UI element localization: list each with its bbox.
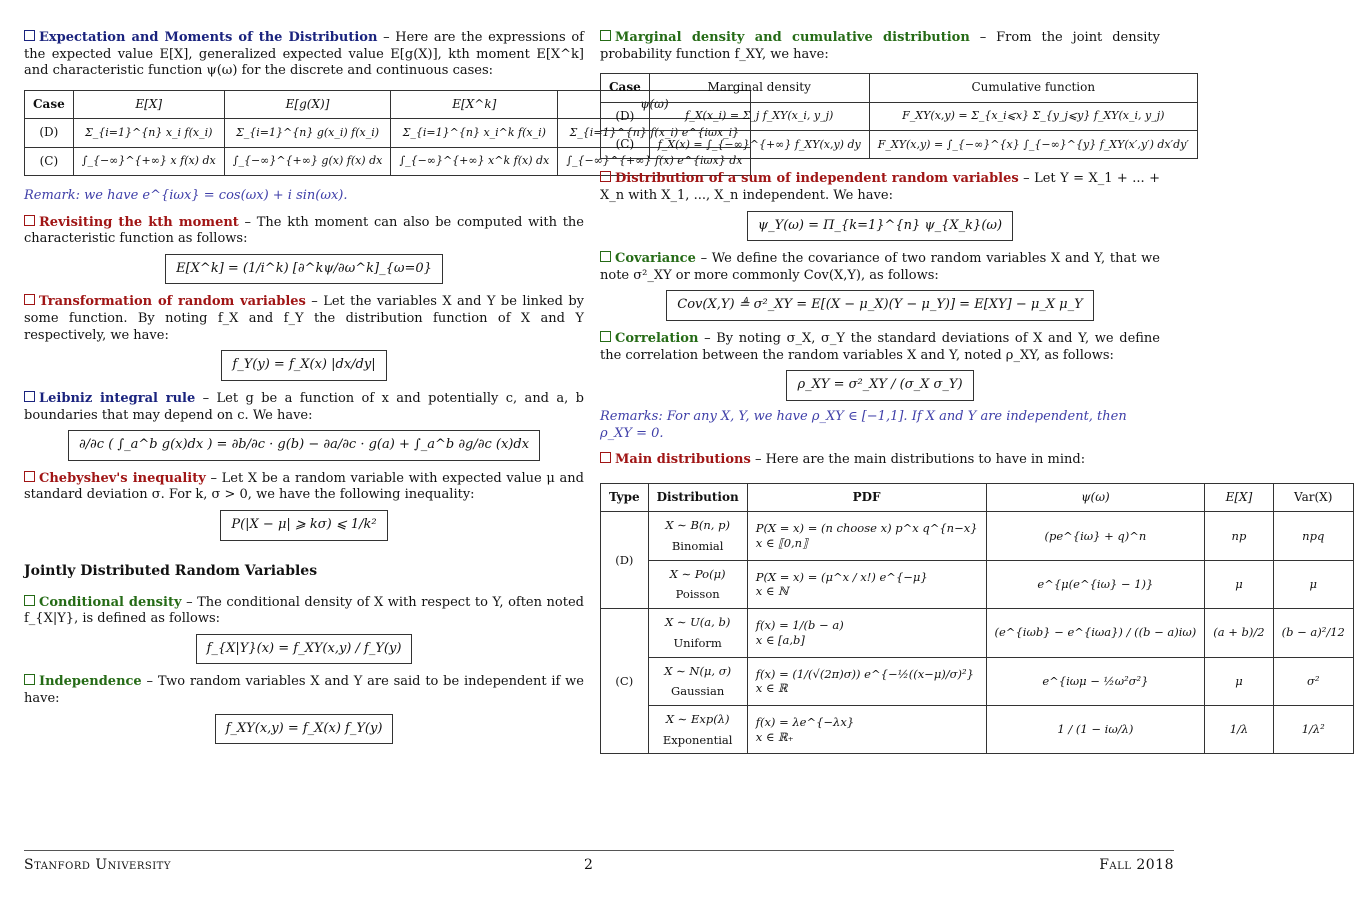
distribution-name: Uniform <box>673 635 722 650</box>
formula-box: ψ_Y(ω) = Π_{k=1}^{n} ψ_{X_k}(ω) <box>747 211 1013 242</box>
table-cell: f_X(x) = ∫_{−∞}^{+∞} f_XY(x,y) dy <box>649 130 869 158</box>
table-header: Var(X) <box>1273 483 1353 511</box>
mean-cell: μ <box>1205 560 1273 608</box>
table-cell: F_XY(x,y) = Σ_{x_i⩽x} Σ_{y_j⩽y} f_XY(x_i, y_j) <box>869 102 1197 130</box>
mean-cell: 1/λ <box>1205 705 1273 753</box>
section-title: Transformation of random variables <box>39 294 306 310</box>
section-title: Marginal density and cumulative distribution <box>615 30 970 45</box>
pdf-formula: f(x) = (1/(√(2π)σ)) e^{−½((x−μ)/σ)²} <box>755 666 974 681</box>
formula-box: f_{X|Y}(x) = f_XY(x,y) / f_Y(y) <box>196 634 413 665</box>
distribution-name: Gaussian <box>671 684 725 699</box>
distribution-notation: X ∼ Po(μ) <box>669 566 726 581</box>
table-header: Distribution <box>648 483 747 511</box>
support: x ∈ ⟦0,n⟧ <box>755 535 808 550</box>
section-title: Independence <box>39 674 142 690</box>
checkbox-icon <box>600 30 611 41</box>
psi-cell: e^{iωμ − ½ω²σ²} <box>986 657 1205 705</box>
pdf-formula: f(x) = 1/(b − a) <box>755 618 844 633</box>
checkbox-icon <box>600 171 611 182</box>
table-row <box>601 560 1354 608</box>
table-cell: ∫_{−∞}^{+∞} f(x) e^{iωx} dx <box>558 147 751 175</box>
table-row <box>601 705 1354 753</box>
table-cell: Σ_{i=1}^{n} x_i f(x_i) <box>73 119 224 147</box>
formula-box: ρ_XY = σ²_XY / (σ_X σ_Y) <box>786 370 973 401</box>
table-header: Case <box>25 90 74 118</box>
checkbox-icon <box>24 595 35 606</box>
pdf-formula: f(x) = λe^{−λx} <box>755 714 855 729</box>
table-header: E[X] <box>1205 483 1273 511</box>
table-header: Cumulative function <box>869 74 1197 102</box>
pdf-formula: P(X = x) = (μ^x / x!) e^{−μ} <box>755 569 928 584</box>
support: x ∈ ℝ₊ <box>755 729 794 744</box>
section-text: – The kth moment can also be computed with the characteristic function as follows: <box>24 214 584 247</box>
distribution-name: Poisson <box>675 587 720 602</box>
section-title: Correlation <box>615 331 699 347</box>
support: x ∈ ℝ <box>755 681 788 696</box>
formula-box: f_XY(x,y) = f_X(x) f_Y(y) <box>215 714 394 745</box>
section-title: Chebyshev's inequality <box>39 470 206 486</box>
right-column <box>600 30 1345 766</box>
type-cell: (C) <box>601 609 649 754</box>
checkbox-icon <box>600 251 611 262</box>
section-correlation <box>600 331 1160 442</box>
section-title: Expectation and Moments of the Distribution <box>39 30 378 45</box>
checkbox-icon <box>24 215 35 226</box>
section-title: Covariance <box>615 251 696 267</box>
footer-institution: Stanford University <box>24 857 171 873</box>
distribution-name: Binomial <box>671 538 724 553</box>
section-text: – Let Y = X_1 + ... + X_n with X_1, ..., X_n independent. We have: <box>600 171 1160 203</box>
section-text: – The conditional density of X with respect to Y, often noted f_{X|Y}, is defined as follows: <box>24 594 584 627</box>
table-header: PDF <box>747 483 986 511</box>
mean-cell: μ <box>1205 657 1273 705</box>
distribution-notation: X ∼ B(n, p) <box>665 518 730 533</box>
table-cell: ∫_{−∞}^{+∞} x^k f(x) dx <box>391 147 558 175</box>
section-text: – Let the variables X and Y be linked by some function. By noting f_X and f_Y the distribution function of X and Y respectively, we have: <box>24 294 584 343</box>
page-footer <box>24 850 1174 873</box>
section-text: – By noting σ_X, σ_Y the standard deviations of X and Y, we define the correlation between the random variables X and Y, noted ρ_XY, as follows: <box>600 331 1161 363</box>
section-title: Leibniz integral rule <box>39 390 196 406</box>
section-marginal <box>600 30 1189 159</box>
checkbox-icon <box>24 294 35 305</box>
support: x ∈ [a,b] <box>755 632 805 647</box>
formula-box: E[X^k] = (1/i^k) [∂^kψ/∂ω^k]_{ω=0} <box>165 254 443 285</box>
table-header: ψ(ω) <box>558 90 751 118</box>
table-cell: f_X(x_i) = Σ_j f_XY(x_i, y_j) <box>649 102 869 130</box>
section-text: – From the joint density probability function f_XY, we have: <box>600 30 1160 62</box>
variance-cell: (b − a)²/12 <box>1273 609 1353 657</box>
section-text: – Let X be a random variable with expected value μ and standard deviation σ. For k, σ > 0, we have the following inequality: <box>24 470 584 503</box>
checkbox-icon <box>24 30 35 41</box>
table-row <box>601 512 1354 560</box>
distributions-table <box>600 483 1354 755</box>
variance-cell: μ <box>1273 560 1353 608</box>
formula-box: ∂/∂c ( ∫_a^b g(x)dx ) = ∂b/∂c · g(b) − ∂a/∂c · g(a) + ∫_a^b ∂g/∂c (x)dx <box>68 430 540 461</box>
table-row <box>601 609 1354 657</box>
section-chebyshev <box>24 471 584 541</box>
section-text: – Let g be a function of x and potentially c, and a, b boundaries that may depend on c. We have: <box>24 390 584 423</box>
mean-cell: np <box>1205 512 1273 560</box>
section-sum <box>600 171 1160 241</box>
table-cell: (D) <box>601 102 650 130</box>
psi-cell: e^{μ(e^{iω} − 1)} <box>986 560 1205 608</box>
table-cell: Σ_{i=1}^{n} x_i^k f(x_i) <box>391 119 558 147</box>
table-header: Type <box>601 483 649 511</box>
section-title: Distribution of a sum of independent random variables <box>615 171 1019 187</box>
distribution-notation: X ∼ Exp(λ) <box>665 711 730 726</box>
pdf-formula: P(X = x) = (n choose x) p^x q^{n−x} <box>755 521 978 536</box>
section-text: – Here are the expressions of the expected value E[X], generalized expected value E[g(X)], kth moment E[X^k] and characteristic function ψ(ω) for the discrete and continuous cases: <box>24 30 584 79</box>
section-text: – We define the covariance of two random variables X and Y, that we note σ²_XY or more commonly Cov(X,Y), as follows: <box>600 251 1161 283</box>
variance-cell: σ² <box>1273 657 1353 705</box>
section-title: Main distributions <box>615 452 751 468</box>
table-header: Case <box>601 74 650 102</box>
psi-cell: (e^{iωb} − e^{iωa}) / ((b − a)iω) <box>986 609 1205 657</box>
marginal-table <box>600 73 1198 159</box>
variance-cell: 1/λ² <box>1273 705 1353 753</box>
section-conditional <box>24 595 584 665</box>
table-cell: (C) <box>25 147 74 175</box>
table-cell: F_XY(x,y) = ∫_{−∞}^{x} ∫_{−∞}^{y} f_XY(x′,y′) dx′dy′ <box>869 130 1197 158</box>
table-row <box>601 102 1198 130</box>
subsection-heading: Jointly Distributed Random Variables <box>24 562 318 579</box>
remark: Remark: we have e^{iωx} = cos(ωx) + i sin(ωx). <box>24 187 348 203</box>
distribution-notation: X ∼ N(μ, σ) <box>664 663 732 678</box>
section-text: – Here are the main distributions to have in mind: <box>754 452 1086 468</box>
table-row <box>601 657 1354 705</box>
distribution-name: Exponential <box>662 732 733 747</box>
mean-cell: (a + b)/2 <box>1205 609 1273 657</box>
footer-term: Fall 2018 <box>1099 857 1174 873</box>
formula-box: f_Y(y) = f_X(x) |dx/dy| <box>221 350 386 381</box>
section-main-distributions <box>600 452 1345 754</box>
formula-box: P(|X − μ| ⩾ kσ) ⩽ 1/k² <box>220 510 387 541</box>
remark: Remarks: For any X, Y, we have ρ_XY ∈ [−1,1]. If X and Y are independent, then ρ_XY = 0. <box>600 408 1127 441</box>
section-title: Conditional density <box>39 594 182 610</box>
section-text: – Two random variables X and Y are said to be independent if we have: <box>24 674 584 707</box>
checkbox-icon <box>24 471 35 482</box>
section-leibniz <box>24 391 584 461</box>
table-header: Marginal density <box>649 74 869 102</box>
table-row <box>601 130 1198 158</box>
table-header: E[X] <box>73 90 224 118</box>
table-cell: (C) <box>601 130 650 158</box>
type-cell: (D) <box>601 512 649 609</box>
table-header: E[X^k] <box>391 90 558 118</box>
checkbox-icon <box>24 674 35 685</box>
section-covariance <box>600 251 1160 321</box>
table-cell: ∫_{−∞}^{+∞} x f(x) dx <box>73 147 224 175</box>
section-kth-moment <box>24 215 584 285</box>
formula-box: Cov(X,Y) ≜ σ²_XY = E[(X − μ_X)(Y − μ_Y)] = E[XY] − μ_X μ_Y <box>666 290 1093 321</box>
checkbox-icon <box>600 452 611 463</box>
support: x ∈ ℕ <box>755 584 789 599</box>
section-transformation <box>24 294 584 381</box>
psi-cell: (pe^{iω} + q)^n <box>986 512 1205 560</box>
table-cell: Σ_{i=1}^{n} g(x_i) f(x_i) <box>224 119 391 147</box>
table-cell: Σ_{i=1}^{n} f(x_i) e^{iωx_i} <box>558 119 751 147</box>
table-header: E[g(X)] <box>224 90 391 118</box>
checkbox-icon <box>24 391 35 402</box>
section-title: Revisiting the kth moment <box>39 214 239 230</box>
distribution-notation: X ∼ U(a, b) <box>664 615 731 630</box>
page-number: 2 <box>584 857 594 873</box>
table-header: ψ(ω) <box>986 483 1205 511</box>
section-independence <box>24 674 584 744</box>
psi-cell: 1 / (1 − iω/λ) <box>986 705 1205 753</box>
variance-cell: npq <box>1273 512 1353 560</box>
table-cell: (D) <box>25 119 74 147</box>
table-cell: ∫_{−∞}^{+∞} g(x) f(x) dx <box>224 147 391 175</box>
section-expectation <box>24 30 743 205</box>
checkbox-icon <box>600 331 611 342</box>
